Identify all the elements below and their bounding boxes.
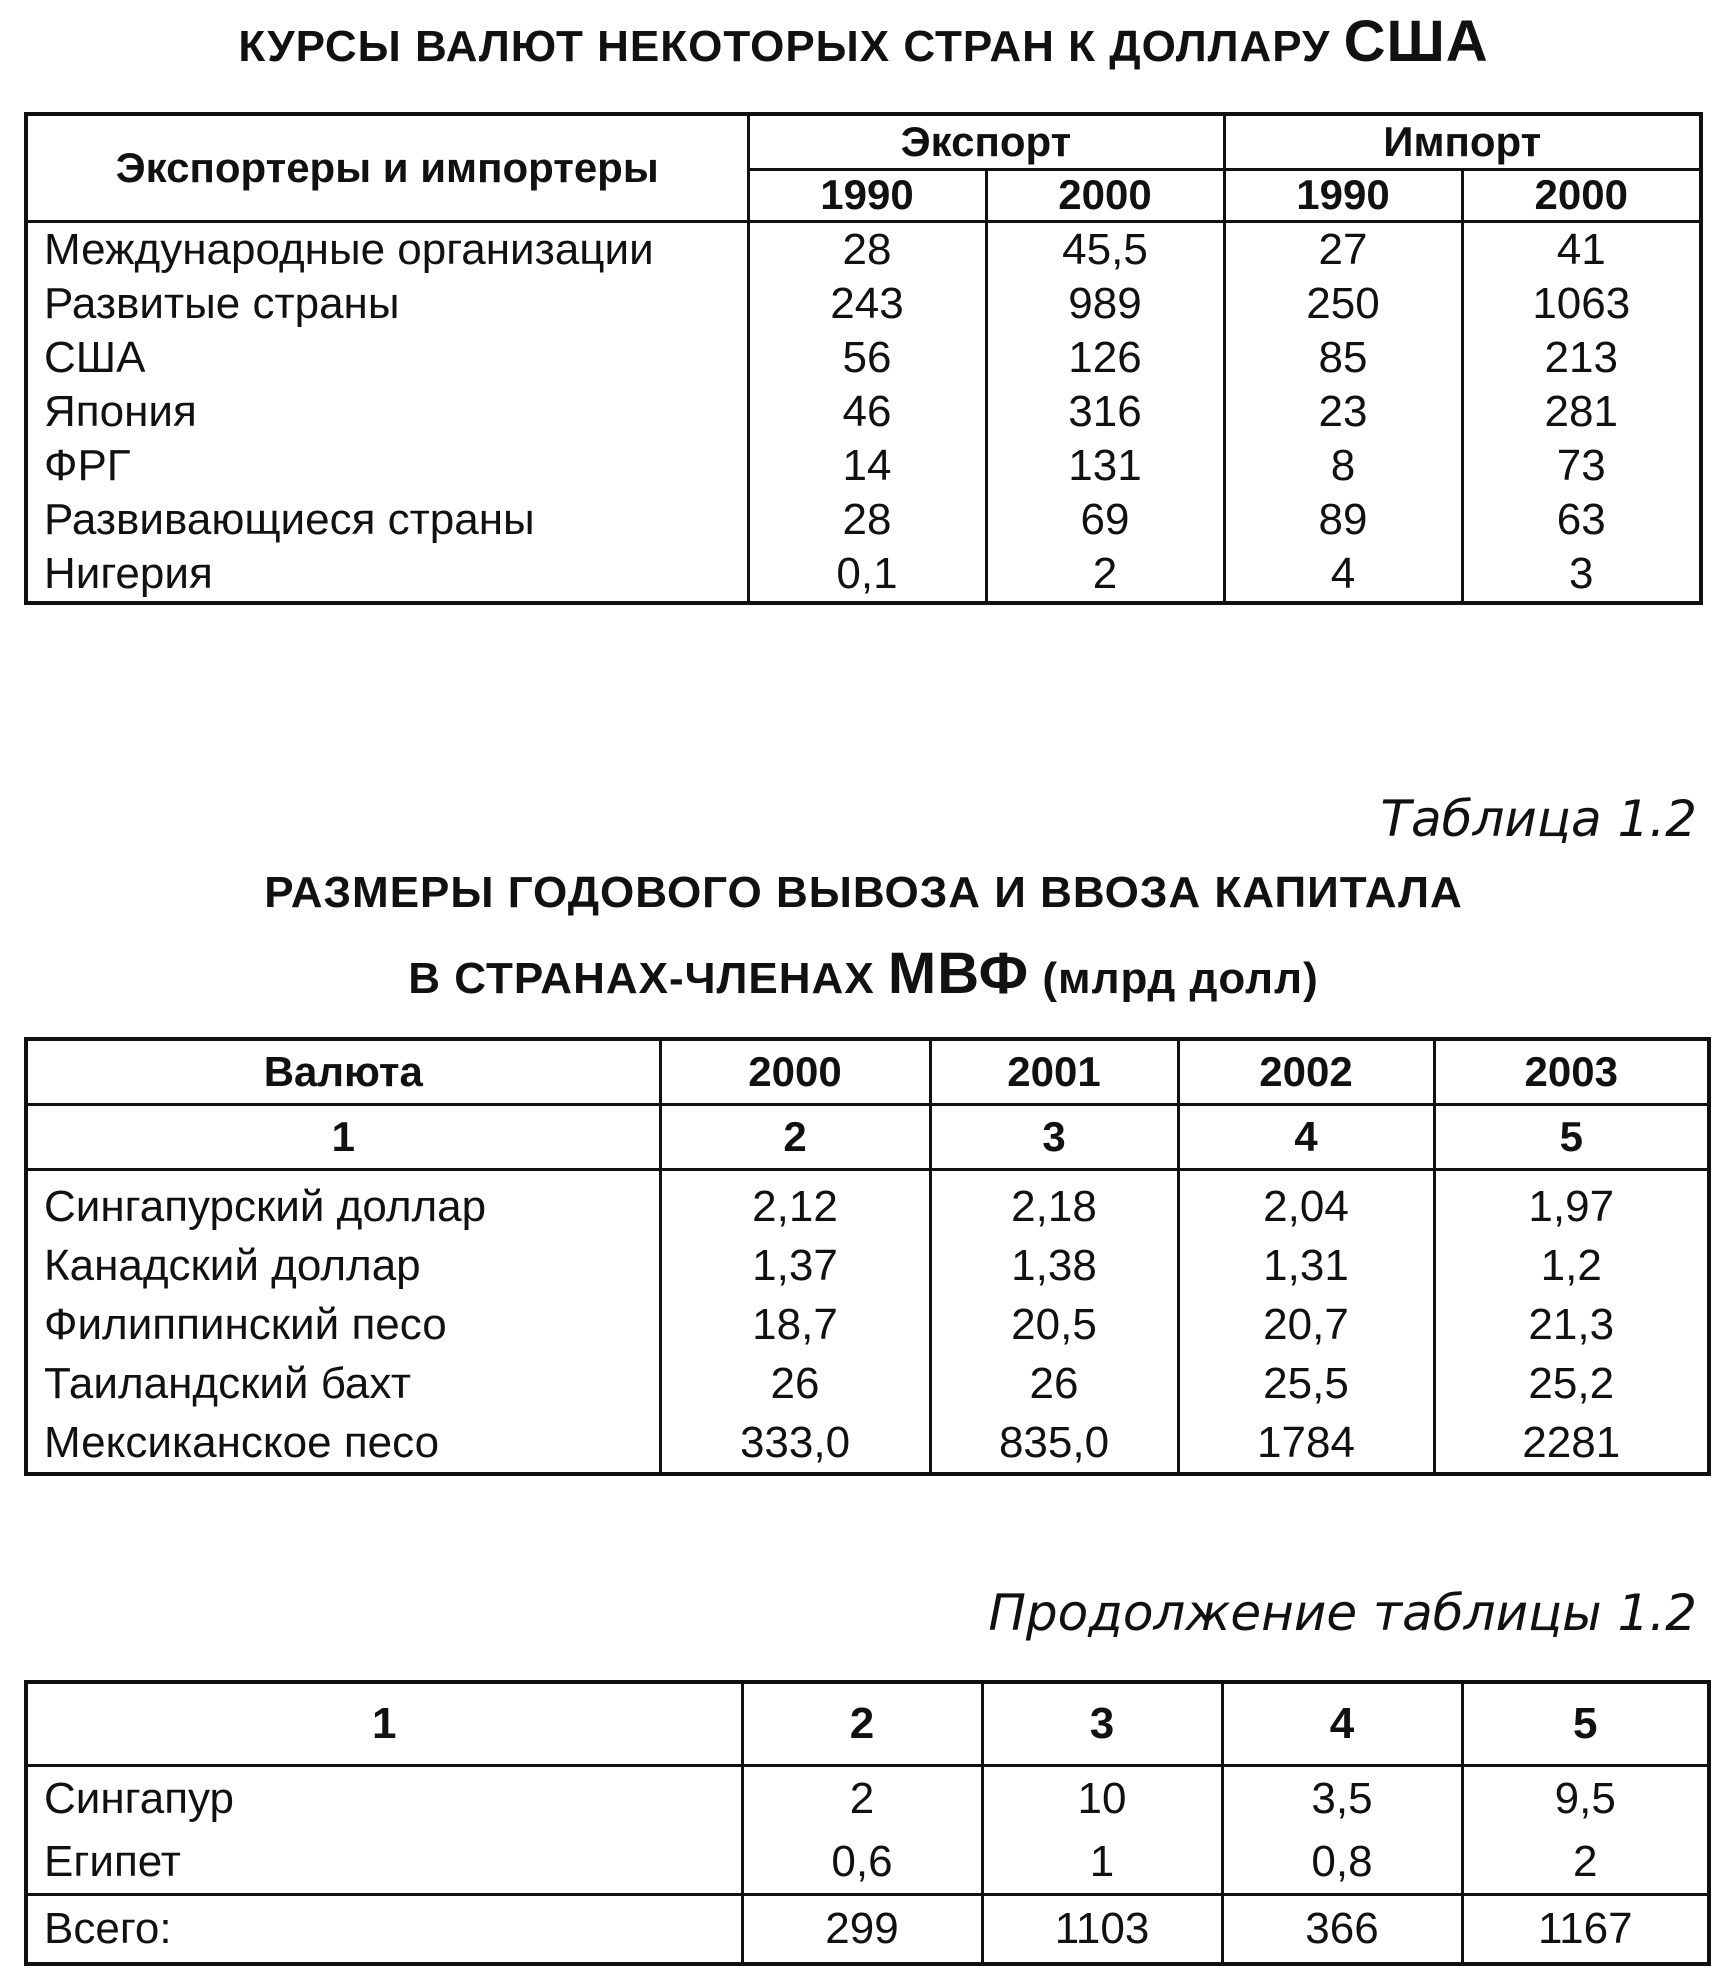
table-cell: 45,5	[986, 221, 1224, 277]
row-label: Развивающиеся страны	[26, 493, 748, 547]
table-row	[26, 1413, 1709, 1474]
row-label: ФРГ	[26, 439, 748, 493]
column-number: 3	[982, 1682, 1222, 1766]
table-cell: 1784	[1178, 1413, 1434, 1474]
table-cell: 1063	[1462, 277, 1701, 331]
table2-caption: Таблица 1.2	[1380, 790, 1697, 848]
table-cell: 0,6	[742, 1830, 982, 1895]
table-cell: 3,5	[1222, 1766, 1462, 1831]
table-cell: 0,1	[748, 547, 986, 603]
table-cell: 333,0	[660, 1413, 930, 1474]
row-label: Развитые страны	[26, 277, 748, 331]
table-cell: 1,38	[930, 1236, 1178, 1295]
header-year: 1990	[1224, 169, 1462, 221]
column-number: 3	[930, 1105, 1178, 1170]
header-year: 2002	[1178, 1039, 1434, 1105]
header-year: 2000	[660, 1039, 930, 1105]
column-number: 2	[742, 1682, 982, 1766]
header-year: 2003	[1434, 1039, 1709, 1105]
table-cell: 21,3	[1434, 1295, 1709, 1354]
table-cell: 1	[982, 1830, 1222, 1895]
header-year: 1990	[748, 169, 986, 221]
column-number: 1	[26, 1682, 742, 1766]
row-label: Сингапур	[26, 1766, 742, 1831]
column-number: 4	[1178, 1105, 1434, 1170]
table-cell: 14	[748, 439, 986, 493]
total-row	[26, 1895, 1709, 1965]
column-number: 4	[1222, 1682, 1462, 1766]
table-cell: 281	[1462, 385, 1701, 439]
table-cell: 73	[1462, 439, 1701, 493]
table-cell: 27	[1224, 221, 1462, 277]
table-cell: 243	[748, 277, 986, 331]
column-number: 5	[1462, 1682, 1709, 1766]
total-cell: 366	[1222, 1895, 1462, 1965]
row-label: Филиппинский песо	[26, 1295, 660, 1354]
table-cell: 9,5	[1462, 1766, 1709, 1831]
table-cell: 2,12	[660, 1170, 930, 1237]
row-label: Канадский доллар	[26, 1236, 660, 1295]
total-cell: 1167	[1462, 1895, 1709, 1965]
table-cell: 89	[1224, 493, 1462, 547]
table1-title-usa: США	[1343, 9, 1489, 74]
column-number: 2	[660, 1105, 930, 1170]
table2-title-line2	[0, 940, 1727, 1007]
table-row	[26, 331, 1701, 385]
header-import: Импорт	[1224, 114, 1701, 169]
column-number: 1	[26, 1105, 660, 1170]
total-cell: 299	[742, 1895, 982, 1965]
table-cell: 1,31	[1178, 1236, 1434, 1295]
table-cell: 56	[748, 331, 986, 385]
table1-title	[0, 8, 1727, 75]
table-cell: 25,2	[1434, 1354, 1709, 1413]
table-cell: 2,18	[930, 1170, 1178, 1237]
table-row	[26, 277, 1701, 331]
table-cell: 26	[660, 1354, 930, 1413]
row-label: Нигерия	[26, 547, 748, 603]
table-row	[26, 1236, 1709, 1295]
table-cell: 3	[1462, 547, 1701, 603]
table-cell: 4	[1224, 547, 1462, 603]
header-currency: Валюта	[26, 1039, 660, 1105]
table2-title-line1: РАЗМЕРЫ ГОДОВОГО ВЫВОЗА И ВВОЗА КАПИТАЛА	[264, 868, 1463, 917]
total-label: Всего:	[26, 1895, 742, 1965]
table-cell: 25,5	[1178, 1354, 1434, 1413]
table-cell: 2	[986, 547, 1224, 603]
table-cell: 316	[986, 385, 1224, 439]
row-label: Таиландский бахт	[26, 1354, 660, 1413]
capital-flows-continuation-table	[24, 1680, 1711, 1966]
table-cell: 18,7	[660, 1295, 930, 1354]
table-row	[26, 1354, 1709, 1413]
table-cell: 28	[748, 493, 986, 547]
table-cell: 46	[748, 385, 986, 439]
table-cell: 26	[930, 1354, 1178, 1413]
table-cell: 20,5	[930, 1295, 1178, 1354]
table2-title-imf: МВФ	[887, 941, 1030, 1006]
table-row	[26, 547, 1701, 603]
table1-title-text: КУРСЫ ВАЛЮТ НЕКОТОРЫХ СТРАН К ДОЛЛАРУ	[238, 22, 1344, 71]
table-row	[26, 1170, 1709, 1237]
table-cell: 28	[748, 221, 986, 277]
table-row	[26, 1830, 1709, 1895]
column-number: 5	[1434, 1105, 1709, 1170]
table-cell: 2,04	[1178, 1170, 1434, 1237]
table-cell: 1,97	[1434, 1170, 1709, 1237]
table-cell: 131	[986, 439, 1224, 493]
table2-title-unit: (млрд долл)	[1029, 954, 1319, 1003]
row-label: Египет	[26, 1830, 742, 1895]
header-exporters-importers: Экспортеры и импортеры	[26, 114, 748, 221]
table-cell: 1,2	[1434, 1236, 1709, 1295]
table-cell: 1,37	[660, 1236, 930, 1295]
row-label: Япония	[26, 385, 748, 439]
table-row	[26, 385, 1701, 439]
table-row	[26, 221, 1701, 277]
table-cell: 8	[1224, 439, 1462, 493]
exchange-rates-table	[24, 112, 1703, 605]
table-cell: 23	[1224, 385, 1462, 439]
table-cell: 20,7	[1178, 1295, 1434, 1354]
total-cell: 1103	[982, 1895, 1222, 1965]
header-export: Экспорт	[748, 114, 1224, 169]
table3-caption: Продолжение таблицы 1.2	[988, 1584, 1697, 1642]
row-label: Международные организации	[26, 221, 748, 277]
table-cell: 2	[742, 1766, 982, 1831]
table-cell: 835,0	[930, 1413, 1178, 1474]
table-cell: 213	[1462, 331, 1701, 385]
table2-title-line2-text: В СТРАНАХ-ЧЛЕНАХ	[408, 954, 888, 1003]
table-cell: 41	[1462, 221, 1701, 277]
table-row	[26, 493, 1701, 547]
table-cell: 69	[986, 493, 1224, 547]
table-row	[26, 439, 1701, 493]
header-year: 2001	[930, 1039, 1178, 1105]
table-cell: 989	[986, 277, 1224, 331]
table-cell: 10	[982, 1766, 1222, 1831]
table-cell: 2	[1462, 1830, 1709, 1895]
row-label: Сингапурский доллар	[26, 1170, 660, 1237]
table-cell: 0,8	[1222, 1830, 1462, 1895]
header-year: 2000	[986, 169, 1224, 221]
capital-flows-table	[24, 1037, 1711, 1476]
table-cell: 250	[1224, 277, 1462, 331]
table-cell: 85	[1224, 331, 1462, 385]
table-row	[26, 1766, 1709, 1831]
table-cell: 63	[1462, 493, 1701, 547]
table-row	[26, 1295, 1709, 1354]
header-year: 2000	[1462, 169, 1701, 221]
table-cell: 2281	[1434, 1413, 1709, 1474]
row-label: США	[26, 331, 748, 385]
row-label: Мексиканское песо	[26, 1413, 660, 1474]
table-cell: 126	[986, 331, 1224, 385]
